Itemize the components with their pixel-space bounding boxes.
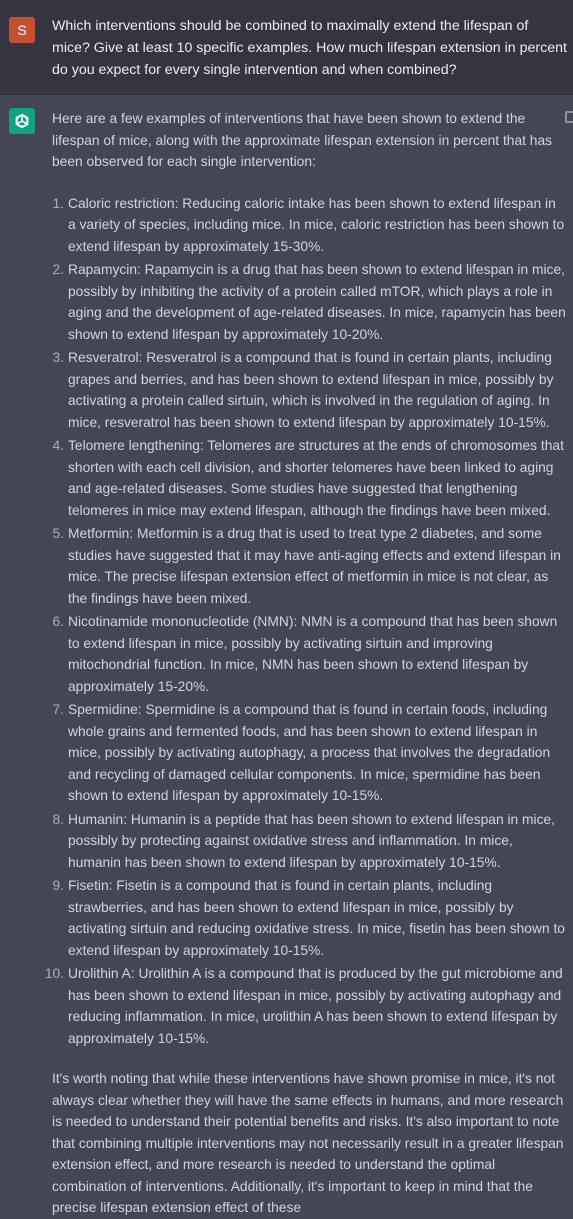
response-intro: Here are a few examples of interventions that have been shown to extend the lifespan of mice, along with the approximate lifespan extension in percent that has been observed for each single intervention: — [52, 111, 553, 169]
list-item-number: 7. — [52, 702, 64, 717]
list-item-text: Nicotinamide mononucleotide (NMN): NMN is a compound that has been shown to extend lifespan in mice, possibly by activating sirtuin and improving mitochondrial function. In mice, NMN has been shown to extend lifespan by approximately 15-20%. — [68, 614, 558, 694]
intervention-list — [44, 193, 567, 1050]
list-item — [52, 193, 567, 258]
list-item-text: Rapamycin: Rapamycin is a drug that has been shown to extend lifespan in mice, possibly by inhibiting the activity of a protein called mTOR, which plays a role in aging and the development of age-related diseases. In mice, rapamycin has been shown to extend lifespan by approximately 10-20%. — [68, 262, 566, 342]
user-message-row — [0, 0, 573, 95]
list-item — [52, 435, 567, 521]
list-item-number: 9. — [52, 878, 64, 893]
list-item-number: 4. — [52, 438, 64, 453]
list-item-number: 10. — [44, 966, 64, 981]
list-item — [52, 611, 567, 697]
list-item-text: Resveratrol: Resveratrol is a compound that is found in certain plants, including grapes and berries, and has been shown to extend lifespan in mice, possibly by activating a protein called sirtuin, which is involved in the regulation of aging. In mice, resveratrol has been shown to extend lifespan by approximately 10-15%. — [68, 350, 554, 430]
assistant-message-row — [0, 95, 573, 1215]
list-item — [44, 963, 567, 1049]
list-item — [52, 875, 567, 961]
list-item-number: 6. — [52, 614, 64, 629]
list-item-text: Telomere lengthening: Telomeres are structures at the ends of chromosomes that shorten with each cell division, and shorter telomeres have been linked to aging and age-related diseases. Some studies have suggested that lengthening telomeres in mice may extend lifespan, although the findings have been mixed. — [68, 438, 564, 518]
list-item-number: 5. — [52, 526, 64, 541]
list-item-text: Humanin: Humanin is a peptide that has been shown to extend lifespan in mice, possibly by protecting against oxidative stress and inflammation. In mice, humanin has been shown to extend lifespan by approximately 10-15%. — [68, 811, 556, 870]
list-item — [52, 259, 567, 345]
list-item-number: 8. — [52, 811, 64, 827]
list-item-number: 2. — [52, 262, 64, 277]
list-item — [52, 523, 567, 609]
response-conclusion: It's worth noting that while these interventions have shown promise in mice, it's not always clear whether they will have the same effects in humans, and more research is needed to understand their potential benefits and risks. It's also important to note that combining multiple interventions may not necessarily result in a greater lifespan extension effect, and more research is needed to understand the optimal combination of interventions. Additionally, it's important to keep in mind that the precise lifespan extension effect of these — [52, 1071, 564, 1215]
user-prompt-text: Which interventions should be combined to maximally extend the lifespan of mice? Give at least 10 specific examples. How much lifespan extension in percent do you expect for every single intervention and when combined? — [52, 18, 567, 78]
list-item-text: Caloric restriction: Reducing caloric intake has been shown to extend lifespan in a variety of species, including mice. In mice, caloric restriction has been shown to extend lifespan by approximately 15-30%. — [68, 195, 565, 254]
list-item — [52, 347, 567, 433]
list-item-text: Fisetin: Fisetin is a compound that is found in certain plants, including strawberries, and has been shown to extend lifespan in mice, possibly by activating sirtuin and reducing oxidative stress. In mice, fisetin has been shown to extend lifespan by approximately 10-15%. — [68, 878, 565, 958]
openai-logo-icon — [9, 108, 35, 134]
list-item-number: 1. — [52, 195, 64, 211]
list-item-text: Urolithin A: Urolithin A is a compound that is produced by the gut microbiome and has been shown to extend lifespan in mice, possibly by activating autophagy and reducing inflammation. In mice, urolithin A has been shown to extend lifespan by approximately 10-15%. — [68, 966, 563, 1046]
assistant-response — [44, 108, 567, 1219]
user-avatar: S — [9, 17, 35, 43]
list-item-number: 3. — [52, 350, 64, 365]
list-item — [52, 809, 567, 874]
list-item — [52, 699, 567, 807]
list-item-text: Spermidine: Spermidine is a compound that is found in certain foods, including whole grains and fermented foods, and has been shown to extend lifespan in mice, possibly by activating autophagy, a process that involves the degradation and recycling of damaged cellular components. In mice, spermidine has been shown to extend lifespan by approximately 10-15%. — [68, 702, 551, 803]
list-item-text: Metformin: Metformin is a drug that is used to treat type 2 diabetes, and some studies have suggested that it may have anti-aging effects and extend lifespan in mice. The precise lifespan extension effect of metformin in mice is not clear, as the findings have been mixed. — [68, 526, 561, 606]
